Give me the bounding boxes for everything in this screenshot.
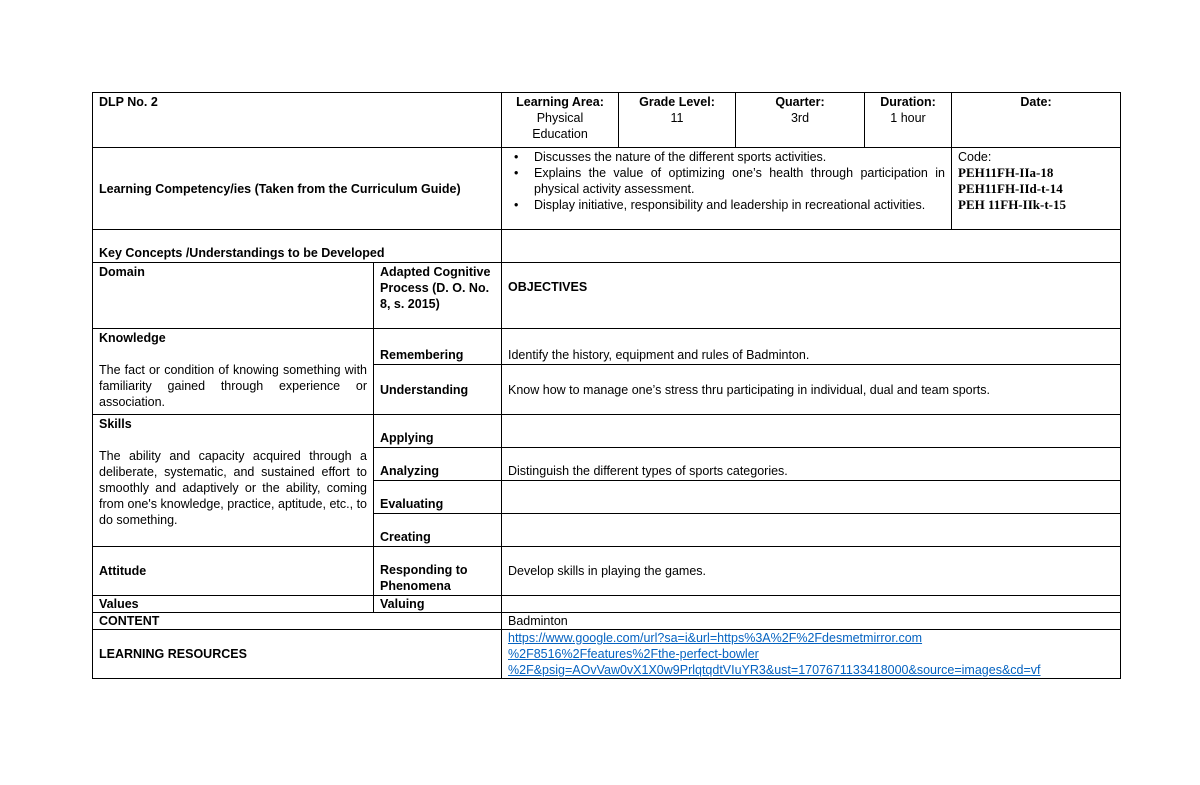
skills-domain-cell <box>93 415 374 547</box>
resource-link[interactable] <box>508 630 1114 678</box>
objective-creating <box>502 514 1121 547</box>
grade-level-label: Grade Level: <box>639 95 715 109</box>
knowledge-domain-cell <box>93 329 374 415</box>
attitude-title: Attitude <box>93 547 374 596</box>
competency-code: PEH11FH-IIa-18 <box>958 165 1054 180</box>
objective-applying <box>502 415 1121 448</box>
objective-evaluating <box>502 481 1121 514</box>
code-cell <box>952 148 1121 230</box>
process-analyzing: Analyzing <box>374 448 502 481</box>
date-cell <box>952 93 1121 148</box>
skills-row-applying <box>93 415 1121 448</box>
objective-analyzing: Distinguish the different types of sports categories. <box>502 448 1121 481</box>
values-title: Values <box>93 596 374 613</box>
competency-code: PEH 11FH-IIk-t-15 <box>958 197 1066 212</box>
duration-cell <box>865 93 952 148</box>
duration-label: Duration: <box>880 95 936 109</box>
process-understanding: Understanding <box>374 365 502 415</box>
resources-link-cell <box>502 630 1121 679</box>
process-applying: Applying <box>374 415 502 448</box>
code-label: Code: <box>958 150 992 164</box>
process-responding: Responding to Phenomena <box>374 547 502 596</box>
competency-label: Learning Competency/ies (Taken from the Curriculum Guide) <box>93 148 502 230</box>
objectives-header: OBJECTIVES <box>502 263 1121 329</box>
learning-area-value: Physical Education <box>532 111 588 141</box>
values-row <box>93 596 1121 613</box>
learning-area-label: Learning Area: <box>516 95 604 109</box>
resource-link-line: https://www.google.com/url?sa=i&url=https%3A%2F%2Fdesmetmirror.com <box>508 631 923 645</box>
resources-row <box>93 630 1121 679</box>
list-item: • Discusses the nature of the different sports activities. <box>534 149 945 165</box>
resources-label: LEARNING RESOURCES <box>93 630 502 679</box>
competency-list-cell <box>502 148 952 230</box>
objective-attitude: Develop skills in playing the games. <box>502 547 1121 596</box>
grade-level-cell <box>619 93 736 148</box>
resource-link-line: %2F8516%2Ffeatures%2Fthe-perfect-bowler <box>508 647 759 661</box>
attitude-row <box>93 547 1121 596</box>
grade-level-value: 11 <box>670 111 684 125</box>
process-creating: Creating <box>374 514 502 547</box>
knowledge-description: The fact or condition of knowing something with familiarity gained through experience or association. <box>99 363 367 409</box>
objective-remembering: Identify the history, equipment and rules of Badminton. <box>502 329 1121 365</box>
content-label: CONTENT <box>93 613 502 630</box>
resource-link-line: %2F&psig=AOvVaw0vX1X0w9PrlqtqdtVIuYR3&ust=1707671133418000&source=images&cd=vf <box>508 663 1041 677</box>
key-concepts-value <box>502 230 1121 263</box>
learning-area-cell <box>502 93 619 148</box>
content-row <box>93 613 1121 630</box>
dlp-table <box>92 92 1121 679</box>
quarter-label: Quarter: <box>775 95 825 109</box>
duration-value: 1 hour <box>890 111 926 125</box>
process-valuing: Valuing <box>374 596 502 613</box>
column-header-row <box>93 263 1121 329</box>
dlp-number: DLP No. 2 <box>93 93 502 148</box>
skills-description: The ability and capacity acquired through a deliberate, systematic, and sustained effort to smoothly and adaptively or the ability, coming from one's knowledge, practice, aptitude, etc., to do something. <box>99 449 367 527</box>
key-concepts-label: Key Concepts /Understandings to be Developed <box>93 230 502 263</box>
date-label: Date: <box>1020 95 1052 109</box>
quarter-value: 3rd <box>790 111 810 125</box>
list-item: • Explains the value of optimizing one’s health through participation in physical activity assessment. <box>534 165 945 197</box>
objective-values <box>502 596 1121 613</box>
process-header: Adapted Cognitive Process (D. O. No. 8, s. 2015) <box>374 263 502 329</box>
competency-list <box>508 149 945 213</box>
knowledge-row-remembering <box>93 329 1121 365</box>
process-remembering: Remembering <box>374 329 502 365</box>
objective-understanding: Know how to manage one’s stress thru participating in individual, dual and team sports. <box>502 365 1121 415</box>
competency-code: PEH11FH-IId-t-14 <box>958 181 1063 196</box>
domain-header: Domain <box>93 263 374 329</box>
key-concepts-row <box>93 230 1121 263</box>
competency-row <box>93 148 1121 230</box>
header-row <box>93 93 1121 148</box>
list-item: • Display initiative, responsibility and leadership in recreational activities. <box>534 197 945 213</box>
process-evaluating: Evaluating <box>374 481 502 514</box>
content-value: Badminton <box>502 613 1121 630</box>
quarter-cell <box>736 93 865 148</box>
knowledge-title: Knowledge <box>99 331 166 345</box>
skills-title: Skills <box>99 417 132 431</box>
